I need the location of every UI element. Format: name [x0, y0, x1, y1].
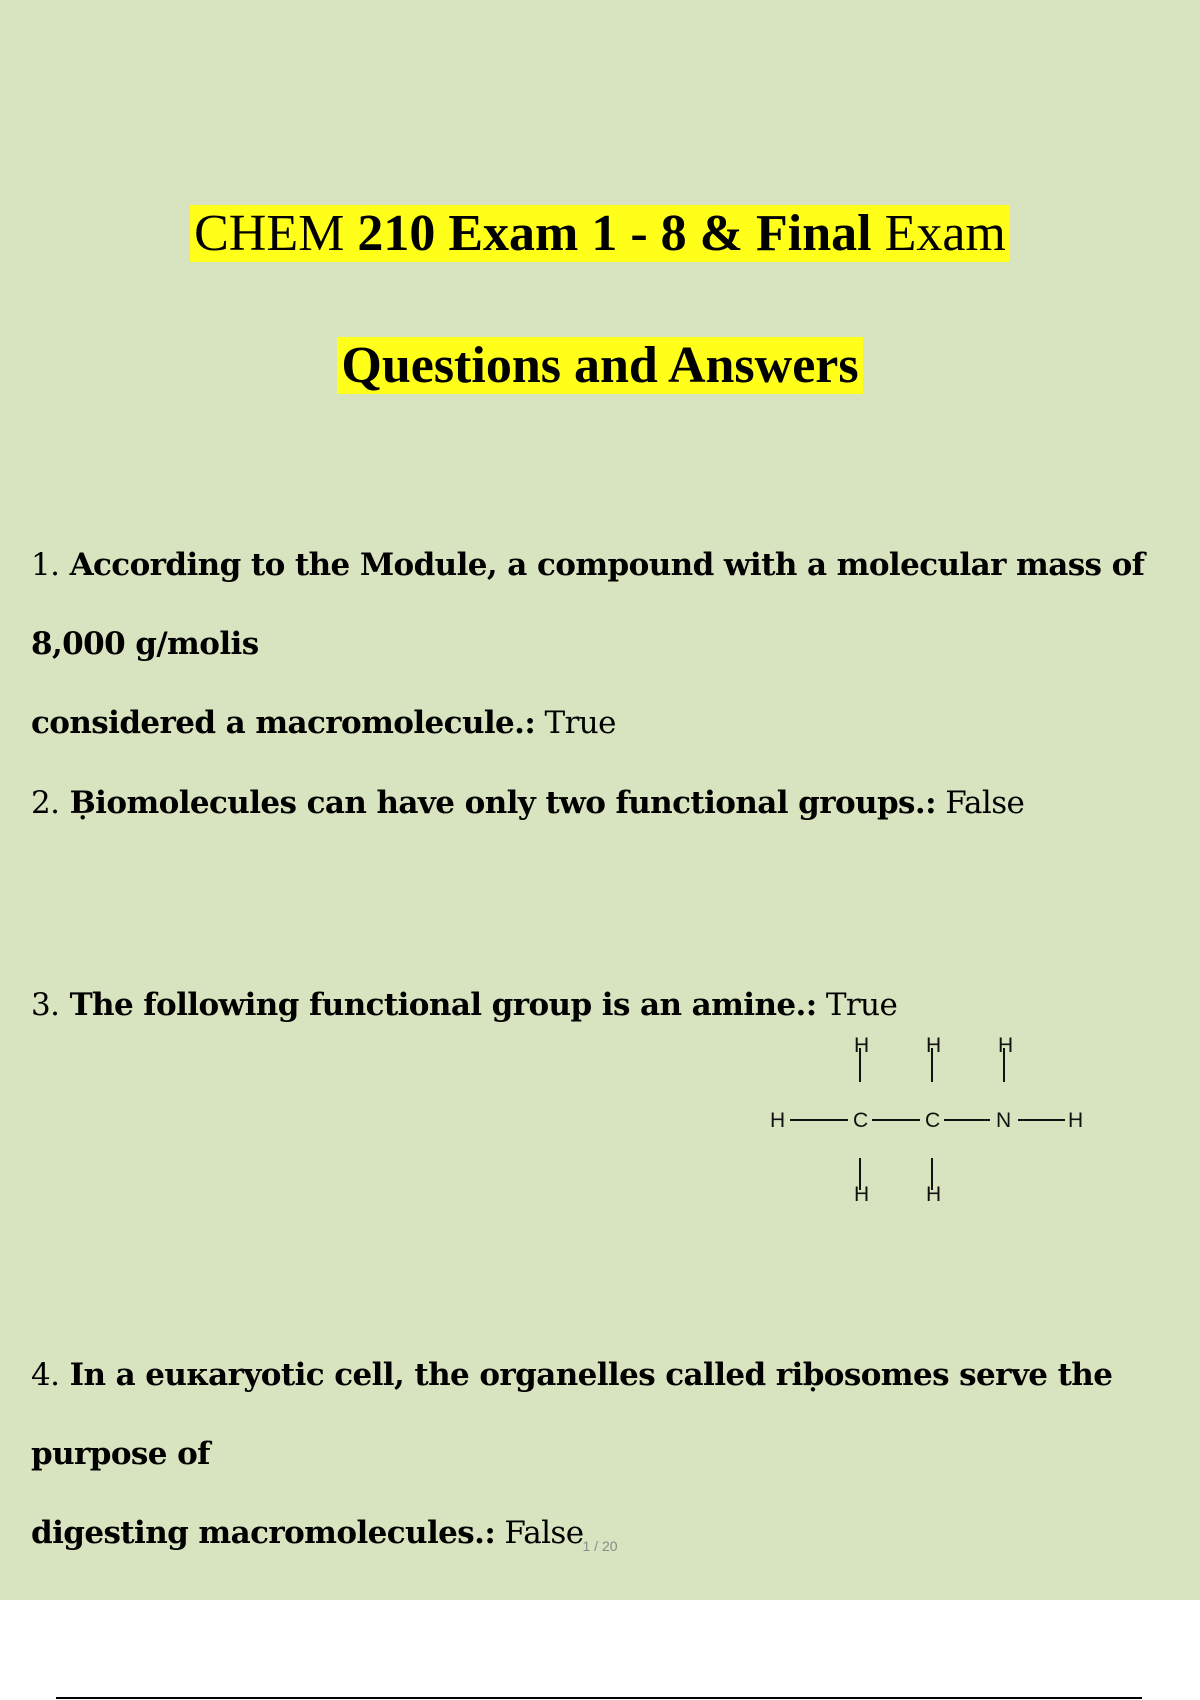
- atom-h: H: [926, 1034, 942, 1057]
- title-line-2: [0, 333, 1200, 399]
- question-number: 3.: [31, 987, 60, 1023]
- question-answer: False: [935, 785, 1025, 821]
- page-number: 1 / 20: [582, 1538, 618, 1554]
- question-text: The following functional group is an amine.:: [59, 987, 817, 1023]
- question-answer: False: [495, 1515, 584, 1551]
- question-text: Ḅiomolecules can have only two functional groups.:: [59, 785, 936, 821]
- question-number: 2.: [31, 785, 60, 821]
- atom-h: H: [1068, 1109, 1084, 1132]
- question-number: 1.: [31, 547, 60, 583]
- question-answer: True: [816, 987, 898, 1023]
- question-text-cont: digesting macromolecules.:: [31, 1515, 496, 1551]
- question-answer: True: [535, 705, 616, 741]
- question-text: According to the Module, a compound with a molecular mass of 8,000 g/molis: [31, 547, 1145, 662]
- divider-line: [56, 1697, 1142, 1699]
- question-number: 4.: [31, 1357, 60, 1393]
- atom-c: C: [925, 1109, 941, 1132]
- question-text: In a euкaryotic cell, the organelles called riḅosomes serve the purpose of: [31, 1357, 1113, 1472]
- question-1: [31, 526, 1181, 763]
- title-part-3: Exam: [884, 205, 1006, 262]
- question-2: [31, 764, 1181, 843]
- question-text-cont: considered a macromolecule.:: [31, 705, 536, 741]
- title-highlight-2: Questions and Answers: [337, 337, 862, 394]
- title-highlight-1: [190, 205, 1010, 262]
- title-line-1: [0, 201, 1200, 267]
- atom-h: H: [854, 1183, 870, 1206]
- atom-n: N: [996, 1109, 1012, 1132]
- atom-h: H: [770, 1109, 786, 1132]
- ethylamine-structure-diagram: [770, 1030, 1090, 1210]
- atom-h: H: [926, 1183, 942, 1206]
- atom-h: H: [854, 1034, 870, 1057]
- title-part-1: CHEM: [194, 205, 358, 262]
- atom-c: C: [853, 1109, 869, 1132]
- atom-h: H: [998, 1034, 1014, 1057]
- title-part-2: 210 Exam 1 - 8 & Final: [357, 205, 885, 262]
